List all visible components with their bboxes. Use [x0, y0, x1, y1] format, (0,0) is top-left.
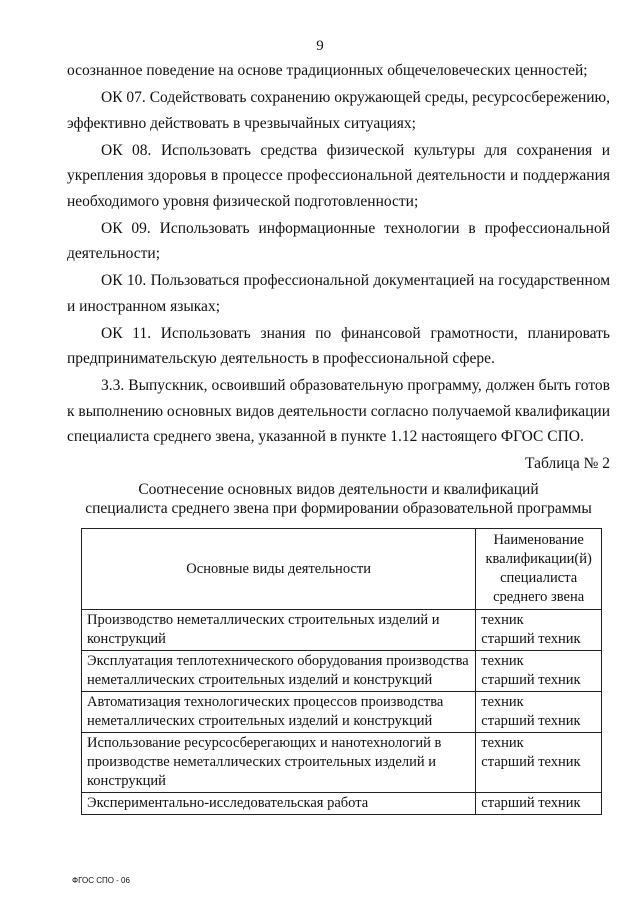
activity-cell: Производство неметаллических строительных изделий и конструкций	[82, 610, 476, 651]
page-number: 9	[316, 38, 324, 54]
table-row	[82, 610, 602, 651]
table-caption-line: Соотнесение основных видов деятельности и квалификаций	[138, 481, 539, 498]
paragraph: ОК 08. Использовать средства физической культуры для сохранения и укрепления здоровья в процессе профессиональной деятельности и поддержания необходимого уровня физической подготовленности;	[67, 141, 610, 210]
qualification-cell: старший техник	[476, 793, 602, 815]
activity-cell: Эксплуатация теплотехнического оборудования производства неметаллических строительных изделий и конструкций	[82, 651, 476, 692]
qualification-cell: техник старший техник	[476, 610, 602, 651]
paragraph: ОК 09. Использовать информационные технологии в профессиональной деятельности;	[67, 219, 610, 262]
table-caption	[67, 480, 610, 518]
activity-cell: Экспериментально-исследовательская работа	[82, 793, 476, 815]
paragraph: ОК 07. Содействовать сохранению окружающей среды, ресурсосбережению, эффективно действовать в чрезвычайных ситуациях;	[67, 89, 610, 132]
table-row	[82, 793, 602, 815]
table-row	[82, 733, 602, 793]
qualification-cell: техник старший техник	[476, 651, 602, 692]
qualification-table	[81, 528, 602, 815]
table-number: Таблица № 2	[525, 455, 610, 472]
paragraph: осознанное поведение на основе традиционных общечеловеческих ценностей;	[67, 62, 588, 79]
paragraph: ОК 10. Пользоваться профессиональной документацией на государственном и иностранном языках;	[67, 272, 610, 315]
qualification-cell: техник старший техник	[476, 692, 602, 733]
table-row	[82, 692, 602, 733]
activity-cell: Использование ресурсосберегающих и нанотехнологий в производстве неметаллических строительных изделий и конструкций	[82, 733, 476, 793]
paragraph: 3.3. Выпускник, освоивший образовательную программу, должен быть готов к выполнению основных видов деятельности согласно получаемой квалификации специалиста среднего звена, указанной в пункте 1.12 настоящего ФГОС СПО.	[67, 377, 611, 445]
table-row	[82, 651, 602, 692]
header-qualification: Наименование квалификации(й) специалиста среднего звена	[476, 529, 602, 610]
qualification-cell: техник старший техник	[476, 733, 602, 793]
body-text	[67, 58, 610, 478]
footer-code: ФГОС СПО - 06	[72, 876, 130, 885]
table-caption-line: специалиста среднего звена при формировании образовательной программы	[85, 500, 592, 517]
table-header-row	[82, 529, 602, 610]
activity-cell: Автоматизация технологических процессов производства неметаллических строительных изделий и конструкций	[82, 692, 476, 733]
header-activity: Основные виды деятельности	[82, 529, 476, 610]
paragraph: ОК 11. Использовать знания по финансовой грамотности, планировать предпринимательскую деятельность в профессиональной сфере.	[67, 324, 610, 367]
